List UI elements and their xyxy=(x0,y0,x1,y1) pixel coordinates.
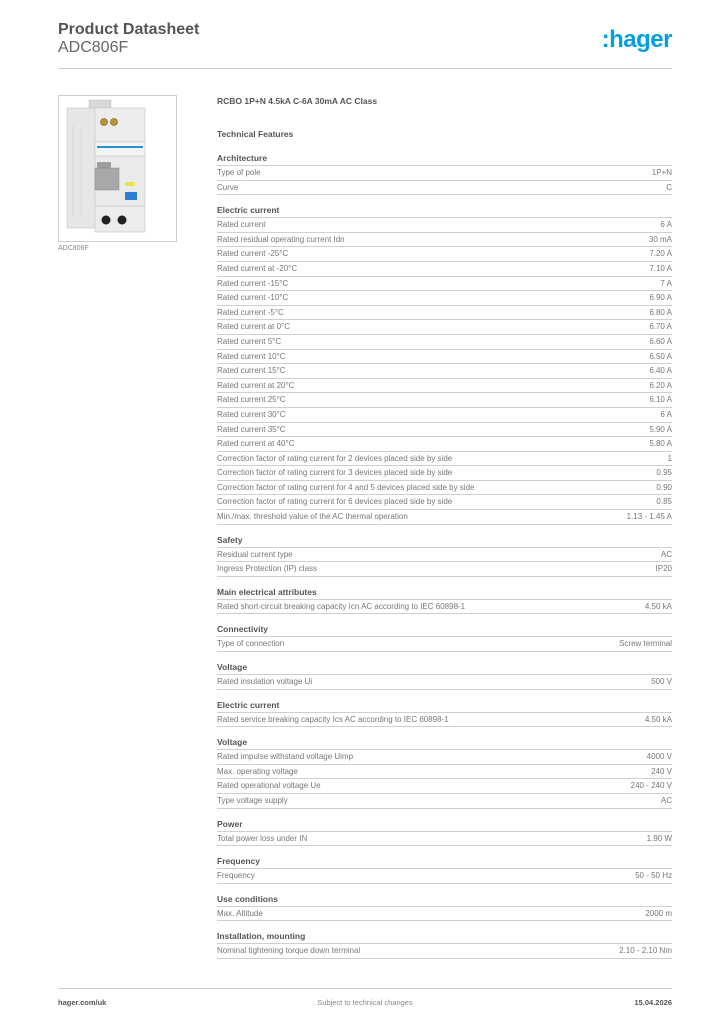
spec-value: 6.20 A xyxy=(649,380,672,390)
spec-row xyxy=(217,944,672,959)
spec-label: Rated current -25°C xyxy=(217,249,289,259)
spec-row xyxy=(217,335,672,350)
section-title: Electric current xyxy=(217,203,672,218)
spec-row xyxy=(217,481,672,496)
spec-label: Rated current 35°C xyxy=(217,424,286,434)
spec-value: 240 V xyxy=(651,766,672,776)
spec-row xyxy=(217,437,672,452)
spec-label: Rated current at 0°C xyxy=(217,322,291,332)
page-header xyxy=(58,21,672,57)
section-title: Power xyxy=(217,817,672,832)
spec-label: Rated short-circuit breaking capacity Icn AC according to IEC 60898-1 xyxy=(217,601,466,611)
spec-section xyxy=(217,585,672,615)
spec-value: 6.80 A xyxy=(649,307,672,317)
spec-row xyxy=(217,393,672,408)
spec-row xyxy=(217,750,672,765)
spec-row xyxy=(217,423,672,438)
spec-row xyxy=(217,779,672,794)
section-title: Safety xyxy=(217,533,672,548)
spec-label: Rated current 5°C xyxy=(217,336,282,346)
spec-row xyxy=(217,562,672,577)
spec-label: Correction factor of rating current for 6 devices placed side by side xyxy=(217,497,453,507)
spec-label: Rated current 30°C xyxy=(217,409,286,419)
spec-row xyxy=(217,291,672,306)
spec-row xyxy=(217,600,672,615)
spec-row xyxy=(217,379,672,394)
spec-label: Rated current -15°C xyxy=(217,278,289,288)
spec-section xyxy=(217,698,672,728)
spec-section xyxy=(217,533,672,577)
section-title: Use conditions xyxy=(217,892,672,907)
spec-value: 4.50 kA xyxy=(644,601,672,611)
spec-row xyxy=(217,548,672,563)
spec-value: 4000 V xyxy=(646,752,672,762)
spec-value: 6.50 A xyxy=(649,351,672,361)
spec-row xyxy=(217,166,672,181)
spec-value: IP20 xyxy=(655,564,672,574)
product-image xyxy=(58,95,177,242)
footer-website-link[interactable]: hager.com/uk xyxy=(58,998,107,1007)
section-title: Installation, mounting xyxy=(217,929,672,944)
spec-row xyxy=(217,320,672,335)
spec-label: Min./max. threshold value of the AC thermal operation xyxy=(217,512,408,522)
spec-value: 6.70 A xyxy=(649,322,672,332)
spec-label: Curve xyxy=(217,182,239,192)
spec-row xyxy=(217,907,672,922)
spec-value: 240 - 240 V xyxy=(630,781,672,791)
footer-divider xyxy=(58,988,672,989)
spec-label: Total power loss under IN xyxy=(217,833,308,843)
spec-section xyxy=(217,660,672,690)
spec-value: 6.10 A xyxy=(649,395,672,405)
spec-row xyxy=(217,675,672,690)
spec-row xyxy=(217,869,672,884)
spec-label: Type of pole xyxy=(217,168,261,177)
footer-date: 15.04.2026 xyxy=(634,998,672,1007)
spec-section xyxy=(217,151,672,195)
spec-value: 500 V xyxy=(651,677,672,687)
section-title: Connectivity xyxy=(217,622,672,637)
rcbo-device-icon xyxy=(59,96,176,241)
spec-row xyxy=(217,452,672,467)
spec-value: 2000 m xyxy=(645,908,672,918)
product-code: ADC806F xyxy=(58,39,129,56)
spec-row xyxy=(217,832,672,847)
spec-value: 7 A xyxy=(660,278,672,288)
spec-value: 6.60 A xyxy=(649,336,672,346)
spec-row xyxy=(217,218,672,233)
spec-label: Max. operating voltage xyxy=(217,766,298,776)
spec-value: 0.85 xyxy=(656,497,672,507)
spec-value: 0.90 xyxy=(656,482,672,492)
spec-label: Rated current -5°C xyxy=(217,307,284,317)
spec-value: 6 A xyxy=(660,220,672,230)
spec-label: Rated impulse withstand voltage Uimp xyxy=(217,752,354,762)
spec-value: 1 xyxy=(667,453,672,463)
spec-label: Rated residual operating current Idn xyxy=(217,234,345,244)
spec-row xyxy=(217,306,672,321)
spec-label: Correction factor of rating current for 4 and 5 devices placed side by side xyxy=(217,482,475,492)
spec-value: 6.40 A xyxy=(649,366,672,376)
spec-row xyxy=(217,277,672,292)
technical-content xyxy=(217,95,672,959)
section-title: Frequency xyxy=(217,854,672,869)
footer-disclaimer: Subject to technical changes xyxy=(317,998,413,1007)
spec-row xyxy=(217,181,672,196)
spec-section xyxy=(217,817,672,847)
spec-label: Nominal tightening torque down terminal xyxy=(217,946,361,956)
spec-value: 5.90 A xyxy=(649,424,672,434)
spec-value: 50 - 50 Hz xyxy=(635,871,672,881)
spec-label: Residual current type xyxy=(217,549,293,559)
spec-value: 7.20 A xyxy=(649,249,672,259)
spec-label: Rated current at 40°C xyxy=(217,439,295,449)
spec-value: 6 A xyxy=(660,409,672,419)
spec-row xyxy=(217,350,672,365)
spec-section xyxy=(217,203,672,524)
spec-label: Rated insulation voltage Ui xyxy=(217,677,313,687)
spec-label: Rated current at -20°C xyxy=(217,263,298,273)
spec-value: 6.90 A xyxy=(649,293,672,303)
page-title: Product Datasheet xyxy=(58,21,200,38)
spec-label: Rated current 25°C xyxy=(217,395,286,405)
spec-value: 1.90 W xyxy=(646,833,672,843)
technical-features-heading: Technical Features xyxy=(217,129,294,139)
spec-label: Correction factor of rating current for 3 devices placed side by side xyxy=(217,468,453,478)
header-divider xyxy=(58,68,672,69)
spec-row xyxy=(217,765,672,780)
spec-label: Ingress Protection (IP) class xyxy=(217,564,318,574)
spec-row xyxy=(217,794,672,809)
section-title: Architecture xyxy=(217,151,672,166)
spec-row xyxy=(217,466,672,481)
product-name: RCBO 1P+N 4.5kA C-6A 30mA AC Class xyxy=(217,96,378,106)
spec-row xyxy=(217,262,672,277)
spec-row xyxy=(217,247,672,262)
spec-value: 1P+N xyxy=(651,168,672,177)
hager-logo: :hager xyxy=(601,26,672,53)
spec-value: 0.95 xyxy=(656,468,672,478)
spec-value: 7.10 A xyxy=(649,263,672,273)
spec-label: Correction factor of rating current for 2 devices placed side by side xyxy=(217,453,453,463)
spec-label: Rated current -10°C xyxy=(217,293,289,303)
spec-value: 2.10 - 2.10 Nm xyxy=(619,946,672,956)
spec-label: Rated current 15°C xyxy=(217,366,286,376)
spec-label: Rated current at 20°C xyxy=(217,380,295,390)
spec-value: Screw terminal xyxy=(619,639,672,649)
spec-row xyxy=(217,495,672,510)
spec-section xyxy=(217,622,672,652)
spec-value: 4.50 kA xyxy=(644,714,672,724)
spec-value: 5.80 A xyxy=(649,439,672,449)
spec-row xyxy=(217,713,672,728)
image-caption: ADC806F xyxy=(58,245,89,252)
spec-label: Rated operational voltage Ue xyxy=(217,781,321,791)
spec-label: Rated current 10°C xyxy=(217,351,286,361)
spec-row xyxy=(217,364,672,379)
spec-label: Frequency xyxy=(217,871,255,881)
spec-section xyxy=(217,854,672,884)
spec-label: Rated current xyxy=(217,220,266,230)
spec-label: Max. Altitude xyxy=(217,908,263,918)
spec-label: Type voltage supply xyxy=(217,796,288,805)
spec-section xyxy=(217,735,672,808)
section-title: Voltage xyxy=(217,735,672,750)
section-title: Main electrical attributes xyxy=(217,585,672,600)
spec-value: AC xyxy=(660,549,672,559)
spec-value: 30 mA xyxy=(648,234,672,244)
page-footer xyxy=(58,998,672,1010)
spec-label: Type of connection xyxy=(217,639,285,649)
spec-value: AC xyxy=(660,796,672,805)
spec-label: Rated service breaking capacity Ics AC according to IEC 60898-1 xyxy=(217,714,449,724)
spec-value: C xyxy=(666,182,672,192)
spec-row xyxy=(217,637,672,652)
spec-sections xyxy=(217,151,672,959)
spec-section xyxy=(217,892,672,922)
spec-row xyxy=(217,408,672,423)
spec-value: 1.13 - 1.45 A xyxy=(626,512,672,522)
spec-section xyxy=(217,929,672,959)
section-title: Electric current xyxy=(217,698,672,713)
spec-row xyxy=(217,233,672,248)
spec-row xyxy=(217,510,672,525)
section-title: Voltage xyxy=(217,660,672,675)
